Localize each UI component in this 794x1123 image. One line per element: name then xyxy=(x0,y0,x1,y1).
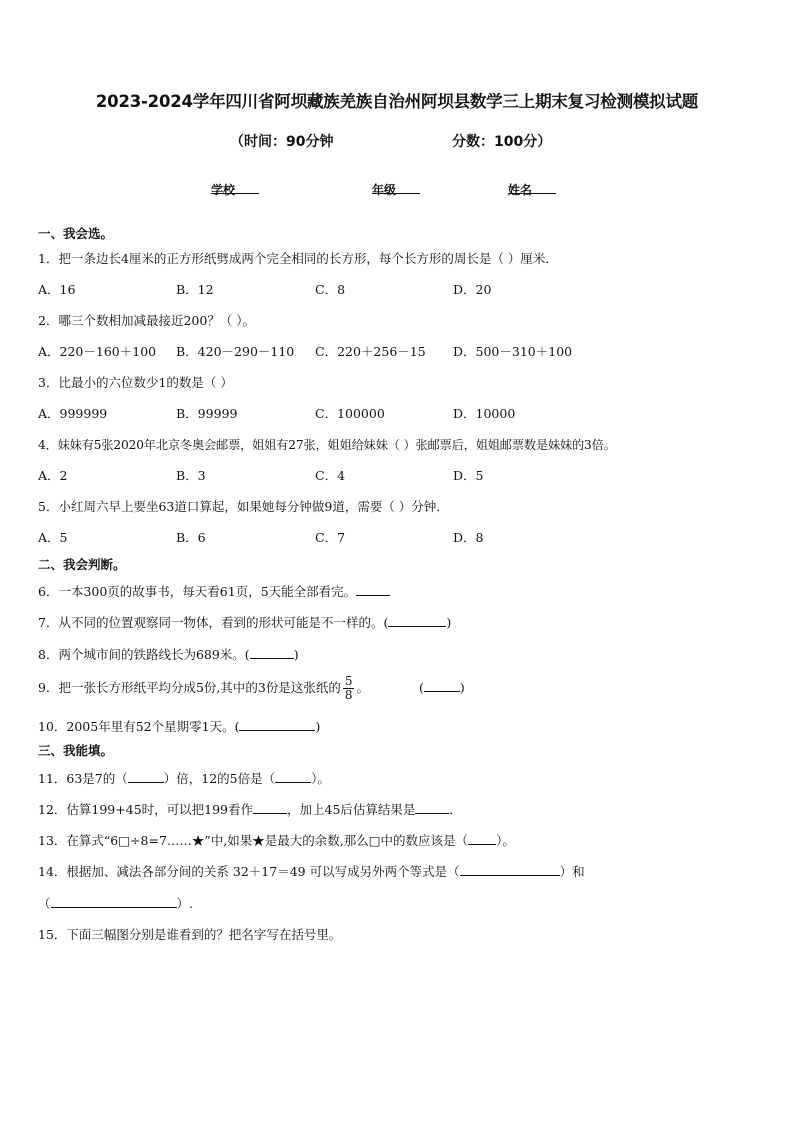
q3-option-d[interactable]: D．10000 xyxy=(453,406,516,421)
q12-blank-2[interactable] xyxy=(415,801,449,814)
q3-option-b[interactable]: B．99999 xyxy=(176,406,238,421)
q2-option-d[interactable]: D．500－310＋100 xyxy=(453,344,573,359)
question-5: 5．小红周六早上要坐63道口算起，如果她每分钟做9道，需要（ ）分钟． xyxy=(38,499,449,514)
section-heading-judge: 二、我会判断。 xyxy=(38,557,126,572)
question-1: 1．把一条边长4厘米的正方形纸劈成两个完全相同的长方形，每个长方形的周长是（ ）厘米． xyxy=(38,251,558,266)
question-8: 8．两个城市间的铁路线长为689米。( ) xyxy=(38,647,299,662)
q4-option-c[interactable]: C．4 xyxy=(315,468,346,483)
grade-blank[interactable] xyxy=(372,181,420,194)
time-limit: （时间：90分钟 xyxy=(230,134,334,150)
q1-option-a[interactable]: A．16 xyxy=(38,282,76,297)
question-4: 4．妹妹有5张2020年北京冬奥会邮票，姐姐有27张，姐姐给妹妹（ ）张邮票后，姐姐邮票数是妹妹的3倍。 xyxy=(38,438,616,452)
q8-answer-blank[interactable] xyxy=(250,646,294,659)
question-2: 2．哪三个数相加减最接近200？（ ）。 xyxy=(38,313,256,328)
question-15: 15．下面三幅图分别是谁看到的？把名字写在括号里。 xyxy=(38,927,342,942)
school-blank[interactable] xyxy=(211,181,259,194)
q11-blank-2[interactable] xyxy=(275,770,311,783)
section-heading-choice: 一、我会选。 xyxy=(38,226,114,241)
q4-option-d[interactable]: D．5 xyxy=(453,468,484,483)
q5-option-d[interactable]: D．8 xyxy=(453,530,484,545)
fraction-five-eighths: $\frac{5}{8}$ xyxy=(344,674,353,702)
question-14: 14．根据加、减法各部分间的关系 32＋17＝49 可以写成另外两个等式是（ ）和 xyxy=(38,864,585,879)
q7-answer-blank[interactable] xyxy=(388,614,446,627)
q9-answer-blank[interactable] xyxy=(424,679,460,692)
q5-option-b[interactable]: B．6 xyxy=(176,530,206,545)
question-3: 3．比最小的六位数少1的数是（ ） xyxy=(38,375,233,390)
q4-option-b[interactable]: B．3 xyxy=(176,468,206,483)
q12-blank-1[interactable] xyxy=(253,801,287,814)
q1-option-c[interactable]: C．8 xyxy=(315,282,346,297)
question-14-continued: （ ）. xyxy=(38,896,193,911)
question-13: 13．在算式“6□÷8=7……★”中,如果★是最大的余数,那么□中的数应该是（ ）。 xyxy=(38,833,515,848)
exam-title: 2023-2024学年四川省阿坝藏族羌族自治州阿坝县数学三上期末复习检测模拟试题 xyxy=(95,92,699,111)
question-9: 9．把一张长方形纸平均分成5份,其中的3份是这张纸的 $\frac{5}{8}$ 。 ( ) xyxy=(38,674,465,702)
q1-option-d[interactable]: D．20 xyxy=(453,282,492,297)
question-12: 12．估算199+45时，可以把199看作 ，加上45后估算结果是 ． xyxy=(38,802,462,817)
q5-option-c[interactable]: C．7 xyxy=(315,530,346,545)
q14-blank-1[interactable] xyxy=(460,863,560,876)
section-heading-fill: 三、我能填。 xyxy=(38,743,114,758)
q13-answer-blank[interactable] xyxy=(468,832,496,845)
question-7: 7．从不同的位置观察同一物体，看到的形状可能是不一样的。( ) xyxy=(38,615,452,630)
q6-answer-blank[interactable] xyxy=(356,583,390,596)
q3-option-c[interactable]: C．100000 xyxy=(315,406,385,421)
q2-option-c[interactable]: C．220＋256－15 xyxy=(315,344,426,359)
q1-option-b[interactable]: B．12 xyxy=(176,282,214,297)
name-blank[interactable] xyxy=(508,181,556,194)
student-info-row: 学校 年级 姓名 xyxy=(0,181,794,201)
q14-blank-2[interactable] xyxy=(51,895,177,908)
q2-option-b[interactable]: B．420－290－110 xyxy=(176,344,295,359)
q5-option-a[interactable]: A．5 xyxy=(38,530,68,545)
q10-answer-blank[interactable] xyxy=(239,718,315,731)
question-11: 11．63是7的（ ）倍，12的5倍是（ ）。 xyxy=(38,771,330,786)
question-10: 10．2005年里有52个星期零1天。( ) xyxy=(38,719,321,734)
q4-option-a[interactable]: A．2 xyxy=(38,468,68,483)
q2-option-a[interactable]: A．220－160＋100 xyxy=(38,344,157,359)
question-6: 6．一本300页的故事书，每天看61页，5天能全部看完。 xyxy=(38,583,390,600)
exam-subtitle xyxy=(0,131,794,151)
total-score: 分数：100分） xyxy=(452,134,552,150)
q3-option-a[interactable]: A．999999 xyxy=(38,406,108,421)
q11-blank-1[interactable] xyxy=(128,770,164,783)
